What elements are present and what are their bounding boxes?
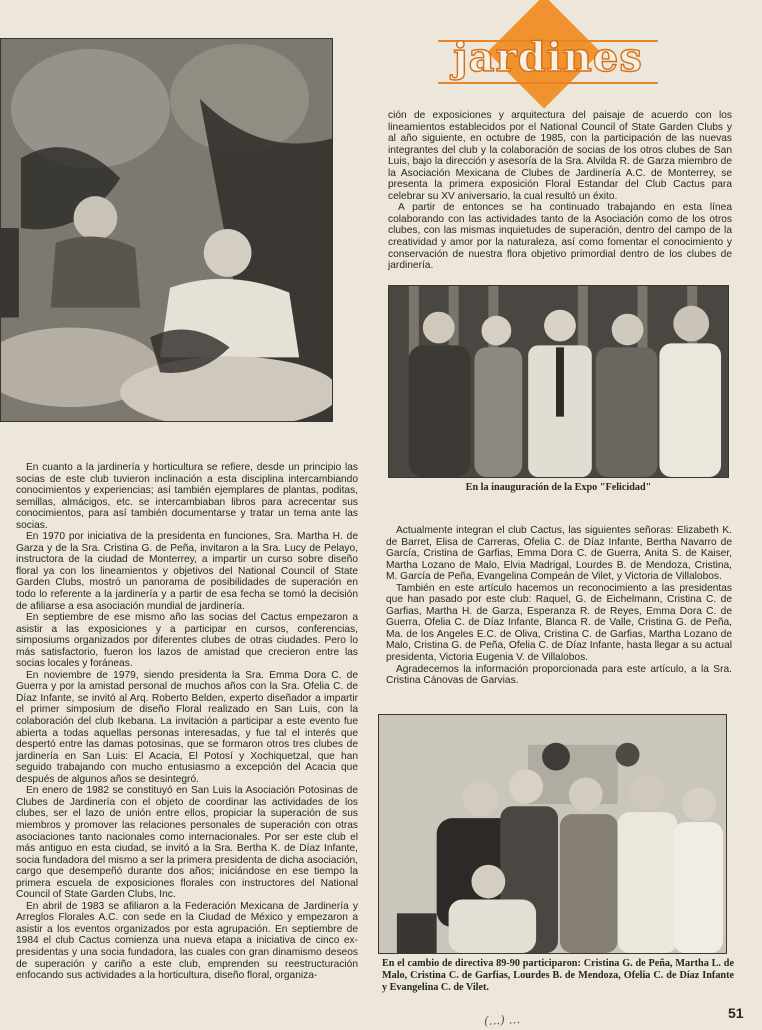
section-title: jardines [453, 34, 643, 81]
article-text-right-top [388, 110, 732, 272]
paragraph: En enero de 1982 se constituyó en San Luis la Asociación Potosinas de Clubes de Jardinería con el objeto de coordinar las actividades de los clubes, ser el lazo de unión entre ellos, propiciar la superación de sus miembros y promover las relaciones personales de superación con otras asociaciones tanto nacionales como internacionales. Por ser este club el más antiguo en esta ciudad, se invitó a la Sra. Bertha K. de Díaz Infante, socia fundadora del mismo a ser la primera presidenta de dicha asociación, cargo que desempeñó durante dos años; iniciándose en ese tiempo la primera escuela de exposiciones florales con instructores del National Council of State Garden Clubs, Inc. [16, 785, 358, 901]
paragraph: En abril de 1983 se afiliaron a la Federación Mexicana de Jardinería y Arreglos Florales A.C. con sede en la Ciudad de México y empezaron a asistir a los eventos organizados por esta agrupación. En septiembre de 1984 el club Cactus comienza una nueva etapa a iniciativa de cinco ex-presidentas y una socia fundadora, las cuales con gran dinamismo deseos de superación y cariño a este club, emprenden su reestructuración enfocando sus actividades a la horticultura, diseño floral, organiza- [16, 900, 358, 982]
paragraph: En septiembre de ese mismo año las socias del Cactus empezaron a asistir a las exposiciones y a participar en cursos, conferencias, simposiums organizados por diferentes clubes de otras ciudades. Pero lo más satisfactorio, fueron los lazos de amistad que crecieron entre las socias locales y foráneas. [16, 612, 358, 670]
paragraph: En cuanto a la jardinería y horticultura se refiere, desde un principio las socias de este club tuvieron inclinación a esta disciplina intercambiando conocimientos y experiencias; así también ejemplares de plantas, poditas, semillas, almácigos, etc. se intercambiaban libros para acrecentar sus conocimientos, para así también documentarse y tratar un tema ante las socias. [16, 462, 358, 531]
photo-women-arranging-flowers [0, 38, 333, 422]
paragraph: A partir de entonces se ha continuado trabajando en esta línea colaborando con las actividades tanto de la Asociación como de los otros clubes, con las mismas inquietudes de superación, dentro del campo de la creatividad y amor por la naturaleza, así como fomentar el conocimiento y conservación de nuestra flora objetivo primordial dentro de los clubes de jardinería. [388, 202, 732, 272]
paragraph: En noviembre de 1979, siendo presidenta la Sra. Emma Dora C. de Guerra y por la amistad personal de muchos años con la Sra. Ofelia C. de Díaz Infante, se invitó al Arq. Roberto Belden, experto diseñador a impartir el primer simposium de diseño Floral realizado en San Luis, con la colaboración del club Ikebana. La invitación a participar a este evento fue abierta a todas aquellas personas interesadas, y fue tal el interés que despertó entre las damas potosinas, que se formaron otros tres clubes de jardinería en San Luis: El Acacia, El Potosí y Xochiquetzal, que han seguido trabajando con mucho entusiasmo a excepción del Acacia que después de algunos años se desintegró. [16, 669, 358, 785]
photo-expo-inauguration-group [388, 285, 729, 478]
article-text-right-middle [386, 525, 732, 687]
section-logo [438, 10, 658, 100]
paragraph: También en este artículo hacemos un reconocimiento a las presidentas que han pasado por este club: Raquel, G. de Eichelmann, Cristina C. de Garfias, Martha H. de Garza, Esperanza R. de Reyes, Emma Dora C. de Guerra, Ofelia C. de Díaz Infante, Blanca R. de Valle, Cristina G. de Peña, Ma. de los Angeles E.C. de Oliva, Cristina C. de Garfias, Martha Lozano de Malo, Cristina G. de Peña, Ofelia C. de Díaz Infante, hasta llegar a su actual presidenta, Victoria Eugenia V. de Villalobos. [386, 582, 732, 664]
handwritten-note: (...) ... [483, 1012, 521, 1028]
paragraph: ción de exposiciones y arquitectura del paisaje de acuerdo con los lineamientos establecidos por el National Council of State Garden Clubs y al año siguiente, en octubre de 1985, con la participación de las nuevas integrantes del club y la colaboración de socias de los otros clubes de San Luis, bajo la dirección y asesoría de la Sra. Alvilda R. de Garza miembro de la Asociación Mexicana de Clubes de Jardinería A.C. de Monterrey, se presenta la primera exposición Floral Estandar del Club Cactus para celebrar su XV aniversario, la cual resultó un éxito. [388, 110, 732, 202]
photo-caption-expo: En la inauguración de la Expo "Felicidad" [465, 482, 652, 493]
paragraph: Actualmente integran el club Cactus, las siguientes señoras: Elizabeth K. de Barret, Elisa de Carreras, Ofelia C. de Díaz Infante, Bertha Navarro de García, Cristina de Garfias, Emma Dora C. de Guerra, Anita S. de Kaiser, Martha Lozano de Malo, Elvia Madrigal, Lourdes B. de Mendoza, Cristina, M. García de Peña, Evangelina Compeán de Vilet, y Victoria de Villalobos. [386, 525, 732, 583]
logo-rule-bottom [438, 82, 658, 84]
page-number: 51 [728, 1005, 744, 1021]
article-text-left [16, 462, 358, 982]
paragraph: En 1970 por iniciativa de la presidenta en funciones, Sra. Martha H. de Garza y de la Sra. Cristina G. de Peña, invitaron a la Sra. Lucy de Pelayo, instructora de la ciudad de Monterrey, a impartir un curso sobre diseño floral ya con los lineamientos y objetivos del National Council of State Garden Clubs, mostró un panorama de posibilidades de superación en todo lo referente a la jardinería y a partir de esa fecha se tomó la decisión de afiliarse a esa asociación mundial de jardinería. [16, 531, 358, 612]
paragraph: Agradecemos la información proporcionada para este artículo, a la Sra. Cristina Cánovas de Garvias. [386, 663, 732, 687]
photo-caption-board-change: En el cambio de directiva 89-90 participaron: Cristina G. de Peña, Martha L. de Malo, Cristina C. de Garfias, Lourdes B. de Mendoza, Ofelia C. de Díaz Infante y Evangelina C. de Vilet. [382, 958, 734, 993]
photo-board-change-group [378, 714, 727, 954]
